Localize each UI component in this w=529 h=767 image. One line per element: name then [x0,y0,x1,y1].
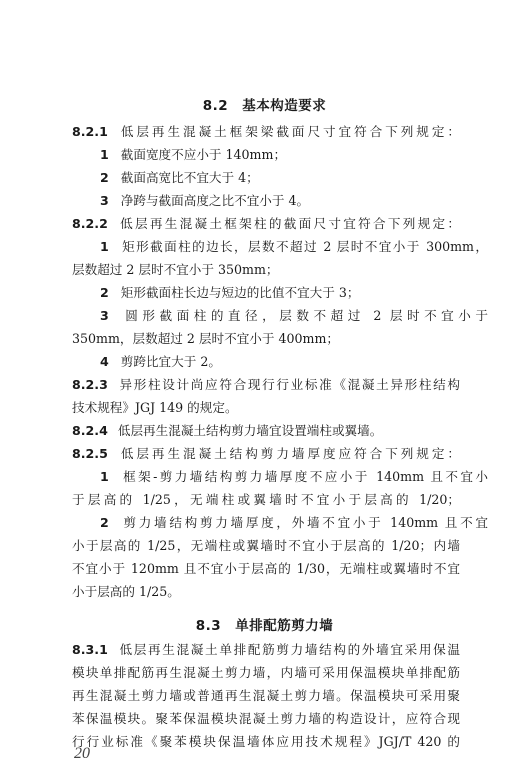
list-item [72,513,488,533]
item-text: 截面高宽比不宜大于 4； [120,170,259,185]
clause-8-2-1 [72,122,460,142]
continuation-line [72,582,460,602]
continuation-line [72,398,460,418]
section-title: 基本构造要求 [242,98,327,114]
line-text: 再生混凝土剪力墙或普通再生混凝土剪力墙。保温模块可采用聚 [72,688,460,703]
clause-8-2-2 [72,214,460,234]
section-title: 单排配筋剪力墙 [235,618,334,634]
item-number: 1 [100,147,109,162]
continuation-line [72,536,460,556]
line-text: 小于层高的 1/25。 [72,584,180,599]
item-number: 4 [100,354,109,369]
item-text: 圆形截面柱的直径，层数不超过 2 层时不宜小于 [120,308,488,323]
section-heading-8-3 [0,614,529,634]
list-item [72,191,488,211]
continuation-line [72,260,460,280]
clause-text: 低层再生混凝土框架柱的截面尺寸宜符合下列规定： [117,216,460,231]
item-number: 3 [100,193,109,208]
item-number: 2 [100,170,109,185]
section-number: 8.2 [202,98,229,114]
list-item [72,283,488,303]
clause-8-3-1 [72,640,460,660]
list-item [72,467,488,487]
clause-text: 低层再生混凝土单排配筋剪力墙结构的外墙宜采用保温 [117,642,460,657]
continuation-line [72,559,460,579]
list-item [72,145,488,165]
item-number: 2 [100,515,109,530]
line-text: 不宜小于 120mm 且不宜小于层高的 1/30，无端柱或翼墙时不宜 [72,561,460,576]
continuation-line [72,490,460,510]
item-text: 矩形截面柱的边长，层数不超过 2 层时不宜小于 300mm， [120,239,488,254]
line-text: 技术规程》JGJ 149 的规定。 [72,400,238,415]
continuation-line [72,732,460,752]
continuation-line [72,663,460,683]
list-item [72,237,488,257]
line-text: 层数超过 2 层时不宜小于 350mm； [72,262,279,277]
continuation-line [72,686,460,706]
item-number: 2 [100,285,109,300]
item-number: 1 [100,469,109,484]
line-text: 小于层高的 1/25，无端柱或翼墙时不宜小于层高的 1/20；内墙 [72,538,460,553]
clause-number: 8.3.1 [72,642,108,657]
clause-number: 8.2.4 [72,423,108,438]
item-number: 3 [100,308,109,323]
section-heading-8-2 [0,94,529,114]
clause-number: 8.2.5 [72,446,108,461]
item-text: 净跨与截面高度之比不宜小于 4。 [120,193,310,208]
continuation-line [72,329,460,349]
item-number: 1 [100,239,109,254]
line-text: 行行业标准《聚苯模块保温墙体应用技术规程》JGJ/T 420 的 [72,734,460,749]
item-text: 剪跨比宜大于 2。 [120,354,221,369]
clause-number: 8.2.2 [72,216,108,231]
section-number: 8.3 [195,618,222,634]
clause-text: 异形柱设计尚应符合现行行业标准《混凝土异形柱结构 [117,377,460,392]
clause-8-2-3 [72,375,460,395]
clause-8-2-4 [72,421,460,441]
item-text: 框架-剪力墙结构剪力墙厚度不应小于 140mm 且不宜小 [120,469,488,484]
clause-number: 8.2.1 [72,124,108,139]
clause-8-2-5 [72,444,460,464]
page-number: 20 [74,745,90,762]
line-text: 模块单排配筋再生混凝土剪力墙，内墙可采用保温模块单排配筋 [72,665,460,680]
line-text: 于层高的 1/25，无端柱或翼墙时不宜小于层高的 1/20； [72,492,460,507]
continuation-line [72,709,460,729]
line-text: 苯保温模块。聚苯保温模块混凝土剪力墙的构造设计，应符合现 [72,711,460,726]
clause-text: 低层再生混凝土框架梁截面尺寸宜符合下列规定： [117,124,460,139]
list-item [72,168,488,188]
list-item [72,306,488,326]
item-text: 剪力墙结构剪力墙厚度，外墙不宜小于 140mm 且不宜 [120,515,488,530]
clause-text: 低层再生混凝土结构剪力墙厚度应符合下列规定： [117,446,460,461]
clause-number: 8.2.3 [72,377,108,392]
clause-text: 低层再生混凝土结构剪力墙宜设置端柱或翼墙。 [117,423,383,438]
item-text: 截面宽度不应小于 140mm； [120,147,287,162]
list-item [72,352,488,372]
item-text: 矩形截面柱长边与短边的比值不宜大于 3； [120,285,360,300]
line-text: 350mm，层数超过 2 层时不宜小于 400mm； [72,331,339,346]
